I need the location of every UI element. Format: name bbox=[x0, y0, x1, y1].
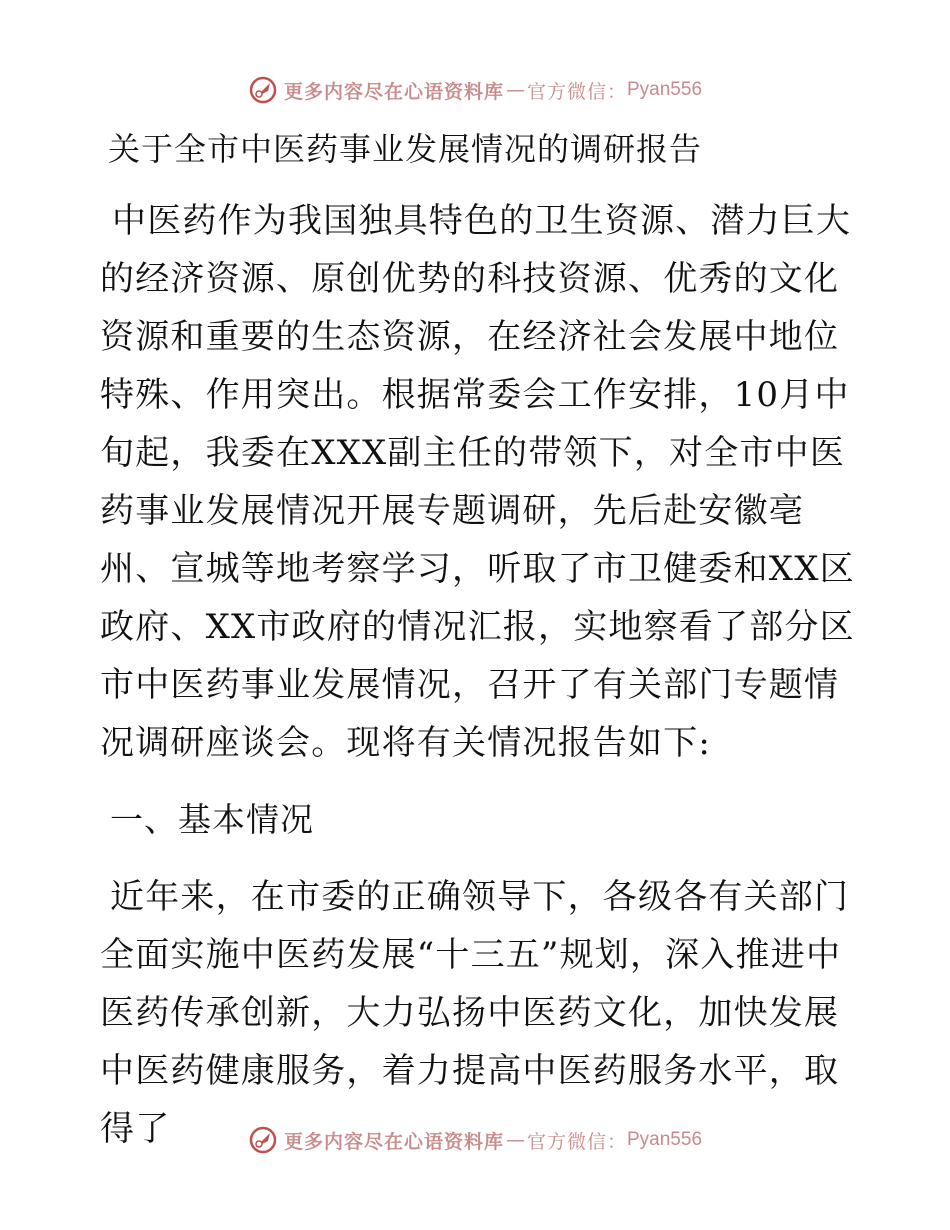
banner-text: 更多内容尽在心语资料库 bbox=[283, 80, 504, 103]
intro-paragraph: 中医药作为我国独具特色的卫生资源、潜力巨大的经济资源、原创优势的科技资源、优秀的文化资源和重要的生态资源，在经济社会发展中地位特殊、作用突出。根据常委会工作安排，10月中旬起，我委在XXX副主任的带领下，对全市中医药事业发展情况开展专题调研，先后赴安徽亳州、宣城等地考察学习，听取了市卫健委和XX区政府、XX市政府的情况汇报，实地察看了部分区市中医药事业发展情况，召开了有关部门专题情况调研座谈会。现将有关情况报告如下: bbox=[100, 201, 855, 763]
header-banner bbox=[0, 72, 950, 108]
quill-logo-icon bbox=[248, 75, 278, 105]
banner-wechat-id: Pyan556 bbox=[627, 79, 703, 100]
basic-situation-paragraph: 近年来，在市委的正确领导下，各级各有关部门全面实施中医药发展“十三五”规划，深入推进中医药传承创新，大力弘扬中医药文化，加快发展中医药健康服务，着力提高中医药服务水平，取得了 bbox=[100, 877, 850, 1149]
banner-text: 更多内容尽在心语资料库 bbox=[283, 1130, 504, 1153]
footer-banner bbox=[0, 1122, 950, 1158]
section-heading-basic: 一、基本情况 bbox=[110, 800, 314, 839]
quill-logo-icon bbox=[248, 1125, 278, 1155]
banner-dash: — bbox=[505, 1129, 525, 1151]
banner-wechat-id: Pyan556 bbox=[627, 1129, 703, 1150]
banner-dash: — bbox=[505, 79, 525, 101]
banner-wechat-label: 官方微信： bbox=[526, 1130, 627, 1153]
document-title: 关于全市中医药事业发展情况的调研报告 bbox=[108, 130, 703, 168]
banner-wechat-label: 官方微信： bbox=[526, 80, 627, 103]
